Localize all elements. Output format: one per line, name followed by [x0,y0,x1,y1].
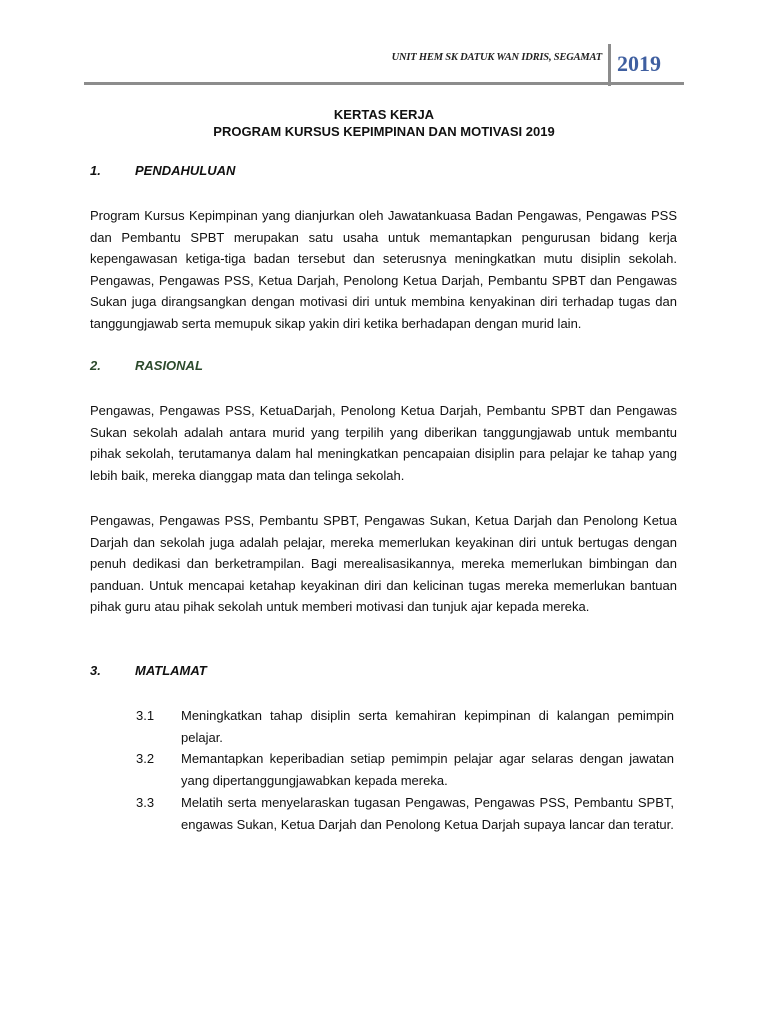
section-heading-matlamat [90,663,207,678]
goal-item [136,748,676,791]
document-subtitle: PROGRAM KURSUS KEPIMPINAN DAN MOTIVASI 2019 [213,124,555,139]
section-number: 1. [90,163,101,178]
goal-number: 3.3 [136,795,155,810]
goal-number: 3.2 [136,751,155,766]
section-heading-rasional [90,358,203,373]
header-vertical-divider [608,44,611,86]
section-number: 3. [90,663,101,678]
goal-number: 3.1 [136,708,155,723]
goal-text: Meningkatkan tahap disiplin serta kemahiran kepimpinan di kalangan pemimpin pelajar. [181,708,674,745]
section-title: PENDAHULUAN [135,163,236,178]
goal-text: Melatih serta menyelaraskan tugasan Pengawas, Pengawas PSS, Pembantu SPBT, engawas Sukan, Ketua Darjah dan Penolong Ketua Darjah supaya lancar dan teratur. [181,795,674,832]
section-heading-pendahuluan [90,163,235,178]
paragraph-pendahuluan: Program Kursus Kepimpinan yang dianjurkan oleh Jawatankuasa Badan Pengawas, Pengawas PSS dan Pembantu SPBT merupakan satu usaha untuk memantapkan pengurusan bidang kerja kepengawasan ketiga-tiga badan tersebut dan seterusnya meningkatkan mutu disiplin sekolah. Pengawas, Pengawas PSS, Ketua Darjah, Penolong Ketua Darjah, Pembantu SPBT dan Pengawas Sukan juga dirangsangkan dengan motivasi diri untuk membina kenyakinan diri terhadap tugas dan tanggungjawab serta memupuk sikap yakin diri ketika berhadapan dengan murid lain. [90,208,677,331]
header-rule [84,82,684,85]
header-unit-name: UNIT HEM SK DATUK WAN IDRIS, SEGAMAT [391,52,602,63]
paragraph-rasional-2: Pengawas, Pengawas PSS, Pembantu SPBT, Pengawas Sukan, Ketua Darjah dan Penolong Ketua Darjah dan sekolah juga adalah pelajar, mereka memerlukan keyakinan diri untuk bertugas dengan penuh dedikasi dan berketrampilan. Bagi merealisasikannya, mereka memerlukan bimbingan dan panduan. Untuk mencapai ketahap keyakinan diri dan kelicinan tugas mereka memerlukan bantuan pihak guru atau pihak sekolah untuk memberi motivasi dan tunjuk ajar kepada mereka. [90,513,677,614]
section-title: MATLAMAT [135,663,207,678]
header-year: 2019 [617,51,661,76]
section-title: RASIONAL [135,358,203,373]
document-title: KERTAS KERJA [333,107,435,122]
section-number: 2. [90,358,101,373]
paragraph-rasional-1: Pengawas, Pengawas PSS, KetuaDarjah, Penolong Ketua Darjah, Pembantu SPBT dan Pengawas Sukan sekolah adalah antara murid yang terpilih yang diberikan tanggungjawab untuk membantu pihak sekolah, terutamanya dalam hal meningkatkan pencapaian disiplin para pelajar ke tahap yang lebih baik, mereka dianggap mata dan telinga sekolah. [90,403,677,483]
goal-item [136,792,676,835]
goal-text: Memantapkan keperibadian setiap pemimpin pelajar agar selaras dengan jawatan yang dipertanggungjawabkan kepada mereka. [181,751,674,788]
goal-item [136,705,676,748]
